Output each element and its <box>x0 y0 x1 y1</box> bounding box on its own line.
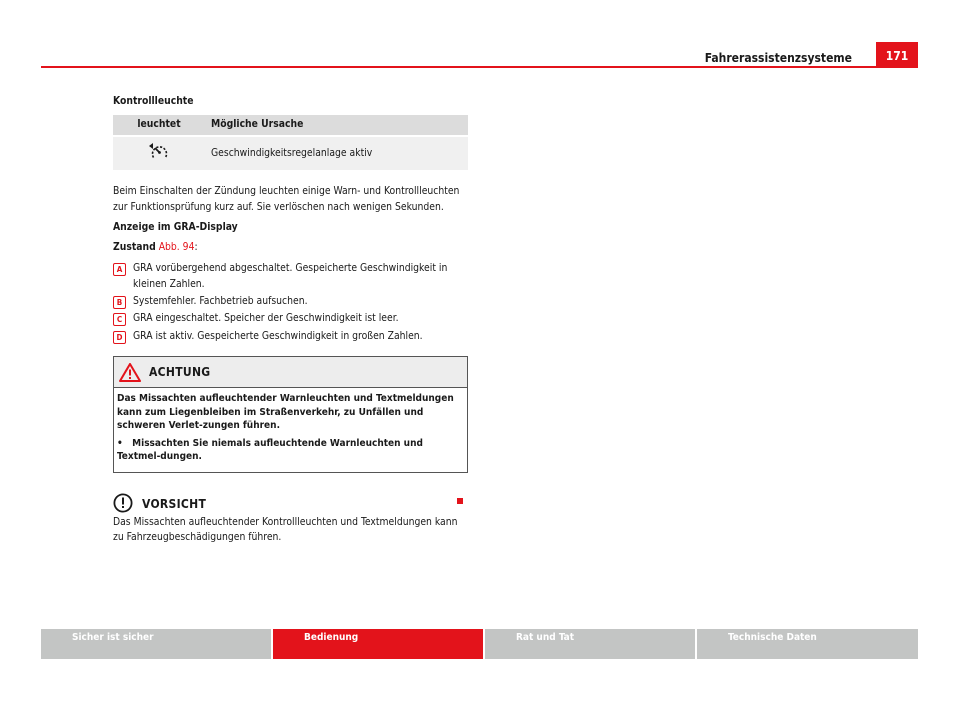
table-header-cause: Mögliche Ursache <box>205 115 468 135</box>
state-suffix: : <box>194 240 198 253</box>
page-number: 171 <box>876 42 918 66</box>
page-header-title: Fahrerassistenzsysteme <box>704 51 852 65</box>
figure-reference-link[interactable]: Abb. 94 <box>158 240 195 253</box>
list-item-text: GRA eingeschaltet. Speicher der Geschwindigkeit ist leer. <box>133 312 399 325</box>
caution-header <box>113 487 468 513</box>
table-row <box>113 136 468 170</box>
footer-tab-rat-und-tat[interactable]: Rat und Tat <box>485 629 695 659</box>
footer-tab-technische-daten[interactable]: Technische Daten <box>697 629 918 659</box>
warning-triangle-icon <box>119 363 141 382</box>
section-end-marker <box>457 498 463 504</box>
list-item-text: GRA vorübergehend abgeschaltet. Gespeicherte Geschwindigkeit in kleinen Zahlen. <box>133 262 448 290</box>
bullet-icon: • <box>117 437 123 449</box>
table-cell-cause: Geschwindigkeitsregelanlage aktiv <box>205 136 468 170</box>
list-item <box>113 311 468 326</box>
state-label: Zustand <box>113 240 156 253</box>
display-heading: Anzeige im GRA-Display <box>113 221 238 234</box>
warning-box <box>113 356 468 473</box>
list-item-text: GRA ist aktiv. Gespeicherte Geschwindigkeit in großen Zahlen. <box>133 329 423 342</box>
caution-text: Das Missachten aufleuchtender Kontrollleuchten und Textmeldungen kann zu Fahrzeugbeschädigungen führen. <box>113 515 458 544</box>
badge-d: D <box>113 331 126 344</box>
intro-paragraph: Beim Einschalten der Zündung leuchten einige Warn- und Kontrollleuchten zur Funktionsprüfung kurz auf. Sie verlöschen nach wenigen Sekunden. <box>113 185 460 213</box>
section-label: Kontrollleuchte <box>113 95 194 107</box>
badge-b: B <box>113 296 126 309</box>
table-cell-icon <box>113 136 205 170</box>
caution-block <box>113 487 468 546</box>
list-item <box>113 294 468 309</box>
content-column <box>113 94 468 550</box>
warning-text: Das Missachten aufleuchtender Warnleuchten und Textmeldungen kann zum Liegenbleiben im Straßenverkehr, zu Unfällen und schweren Verlet-zungen führen. <box>117 393 454 432</box>
state-line <box>113 240 468 255</box>
warning-title: ACHTUNG <box>149 365 211 380</box>
warning-body <box>114 388 467 472</box>
table-header-lit: leuchtet <box>113 115 205 135</box>
warning-bullet-text: Missachten Sie niemals aufleuchtende Warnleuchten und Textmel-dungen. <box>117 437 423 463</box>
warning-header <box>114 357 467 388</box>
table-header-row <box>113 115 468 135</box>
list-item <box>113 329 468 344</box>
state-list <box>113 261 468 344</box>
caution-title: VORSICHT <box>142 496 207 511</box>
cruise-control-speedometer-icon <box>147 141 171 161</box>
footer-nav <box>41 629 918 659</box>
footer-tab-sicher-ist-sicher[interactable]: Sicher ist sicher <box>41 629 271 659</box>
caution-exclamation-icon <box>113 493 133 513</box>
header-divider <box>41 66 918 68</box>
list-item <box>113 261 468 292</box>
warning-bullet-item <box>117 437 461 464</box>
footer-tab-bedienung[interactable]: Bedienung <box>273 629 483 659</box>
badge-a: A <box>113 263 126 276</box>
list-item-text: Systemfehler. Fachbetrieb aufsuchen. <box>133 294 308 307</box>
indicator-table <box>113 115 468 170</box>
badge-c: C <box>113 313 126 326</box>
